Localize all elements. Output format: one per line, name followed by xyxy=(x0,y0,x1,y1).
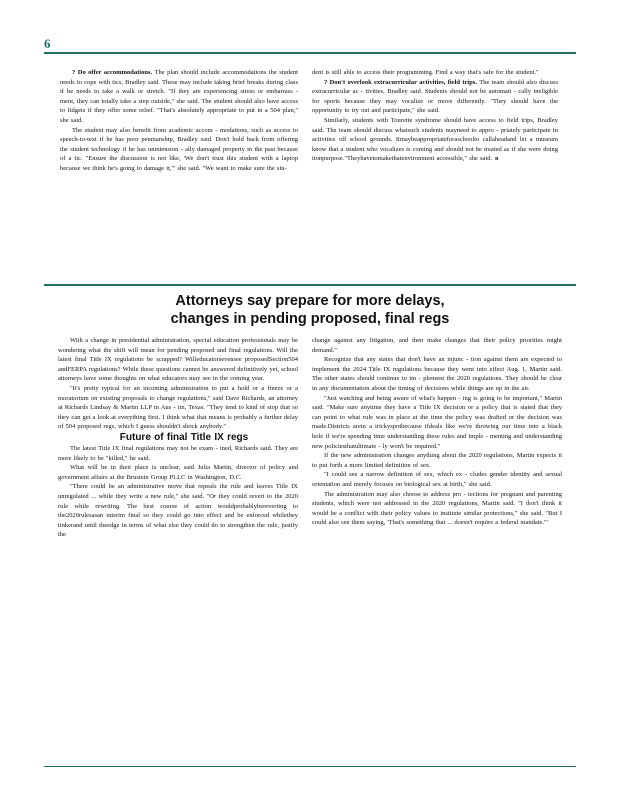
paragraph xyxy=(312,116,558,165)
paragraph-lead: ? Don't overlook extracurricular activities, field trips. xyxy=(324,78,477,86)
paragraph xyxy=(312,78,558,116)
paragraph xyxy=(312,470,562,489)
top-left-column xyxy=(60,68,298,174)
paragraph-text: The administration may also choose to address pro - tections for pregnant and parenting students, which were not addressed in the 2020 regulations, Martin said. "I don't think it would be a conflict with their policy values to institute similar protections," she said. "But I could also see them saying, 'That's something that ... doesn't require a federal mandate.'" xyxy=(312,490,562,527)
top-divider xyxy=(44,52,576,54)
top-right-column xyxy=(312,68,558,165)
paragraph xyxy=(58,482,298,540)
section-divider xyxy=(44,284,576,286)
end-of-article-mark: n xyxy=(495,156,499,163)
paragraph-text: The team should also discuss extracurricular ac - tivities, Bradley said. Students should not be automati - cally ineligible for sports because they may vocalize or move differently. "They should have the opportunity to try out and participate," she said. xyxy=(312,78,558,115)
paragraph xyxy=(60,126,298,174)
paragraph-text: "There could be an administrative move that repeals the rule and leaves Title IX unregulated ... while they write a new rule," she said. "Or they could revert to the 2020 rule while rewriting. The best course of action wouldprobablybereverting to the2020rulesasan interim final so they could go into effect and be enforced whilethey tinkerand until theedge in terms of what else they could do to strengthen the rule, justify the xyxy=(58,483,298,539)
paragraph-text: "It's pretty typical for an incoming administration to put a hold or a freeze or a moratorium on existing proposals to change regulations," said Dave Richards, an attorney at Richards Lindsay & Martin LLP in Aus - tin, Texas. "They tend to kind of stop that so they can get a look at everything first. I think what that means is probably a further delay of 504 proposed regs, which I guess shouldn't shock anybody." xyxy=(58,384,298,431)
paragraph xyxy=(58,336,298,384)
paragraph-text: Similarly, students with Tourette syndrome should have access to field trips, Bradley said. The team should discuss whatsuch students mayneed to appro - priately participate in activities off school grounds. Itmaybeappropriateforaschoolto callaheadand let a museum know that a student who vocalizes is coming and should not be treated as if she were doing itonpurpose."Theyhavetomakethatenvironment accessible," she said. xyxy=(312,116,558,163)
paragraph xyxy=(58,444,298,463)
paragraph xyxy=(312,68,558,78)
headline-line-2: changes in pending proposed, final regs xyxy=(170,311,450,327)
paragraph xyxy=(312,355,562,393)
paragraph-text: change against any litigation, and then make changes that their policy priorities might demand." xyxy=(312,337,562,354)
paragraph xyxy=(312,451,562,470)
headline-line-1: Attorneys say prepare for more delays, xyxy=(175,293,445,309)
paragraph-text: The plan should include accommodations the student needs to cope with tics, Bradley said. These may include taking brief breaks during class if he needs to take a walk or stretch. "If they are experiencing stress or embarrass - ment, they can totally take a step outside," she said. The student should also have access to fidgets if they offer some relief. "That's absolutely appropriate to put in a 504 plan," she said. xyxy=(60,69,298,124)
paragraph-text: "I could see a narrow definition of sex, which ex - cludes gender identity and sexual orientation and merely focuses on biological sex at birth," she said. xyxy=(312,471,562,488)
bottom-left-column xyxy=(58,336,298,540)
paragraph xyxy=(58,463,298,482)
paragraph xyxy=(312,394,562,452)
paragraph xyxy=(60,68,298,126)
paragraph-text: With a change in presidential administration, special education professionals may be wondering what the shift will mean for pending proposed and final regulations. Will the latest final Title IX regulations be scrapped? Willeducatorsevensee proposedSection504 andFERPA regulations? While these questions cannot be answered definitively yet, school attorneys have some thoughts on what educators may see in the coming year. xyxy=(58,337,298,383)
paragraph xyxy=(58,384,298,432)
paragraph xyxy=(312,490,562,528)
paragraph-text: dent is still able to access their programming. Find a way that's safe for the student." xyxy=(312,69,539,76)
bottom-divider xyxy=(44,766,576,767)
paragraph-text: Recognize that any states that don't have an injunc - tion against them are expected to implement the 2024 Title IX regulations because they went into effect Aug. 1, Martin said. The other states should continue to im - plement the 2020 regulations. They should be clear in any documentation about the timing of decisions while things are up in the air. xyxy=(312,356,562,392)
subheading: Future of final Title IX regs xyxy=(119,431,249,443)
paragraph-text: If the new administration changes anything about the 2020 regulations, Martin expects it to put forth a more limited definition of sex. xyxy=(312,452,562,469)
paragraph-text: What will be in their place is unclear, said Julia Martin, director of policy and government affairs at the Brustein Group PLLC in Washington, D.C. xyxy=(58,464,298,481)
bottom-right-column xyxy=(312,336,562,528)
paragraph-text: "Just watching and being aware of what's happen - ing is going to be important," Martin said. "Make sure anytime they have a Title IX decision or a policy that is stated that they can point to what rule was in place at the time the policy was drafted or the decision was made.Districts arein a trickyspotbecause ifdeals like we're throwing our time into a black hole if we're spending time understanding these rules and imple - menting and understanding new policiesthatultimate - ly won't be required." xyxy=(312,394,562,450)
paragraph-text: The student may also benefit from academic accom - modations, such as access to speech-to-text if he has poor penmanship, Bradley said. Don't hold back from offering the student technology if he has unintension - ally damaged property in the past because of a tic. "Ensure the discussion is not like, 'We don't trust this student with a laptop because we think he's going to damage it,'" she said. "We want to make sure the stu- xyxy=(60,126,298,172)
page-number: 6 xyxy=(44,36,51,51)
paragraph-text: The latest Title IX final regulations may not be exam - ined, Richards said. They are more likely to be "killed," he said. xyxy=(58,444,298,462)
article-headline xyxy=(44,292,576,328)
paragraph xyxy=(312,336,562,355)
paragraph-lead: ? Do offer accommodations. xyxy=(72,69,153,76)
